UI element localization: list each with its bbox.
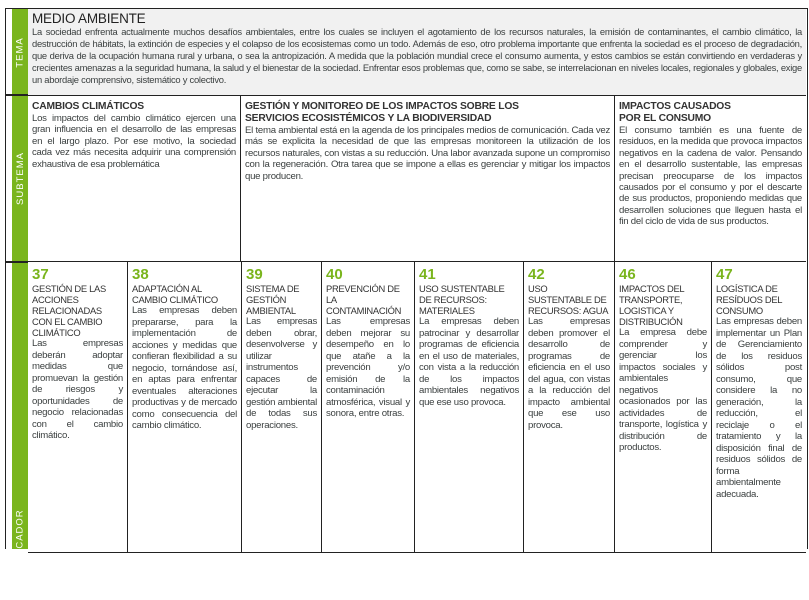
indicador-number: 41 — [419, 266, 436, 283]
indicador-text: Las empresas deben implementar un Plan de Gerenciamiento de los residuos sólidos post consumo, que considere la no generación, la reducción, el reciclaje o el tratamiento y la disposición final de residuos sólidos de forma ambientalmente adecuada. — [716, 316, 802, 500]
indicador-title: IMPACTOS DEL TRANSPORTE, LOGISTICA Y DISTRIBUCIÓN — [619, 283, 684, 327]
tema-row — [28, 9, 806, 96]
indicador-cell — [242, 262, 322, 552]
indicador-cell — [28, 262, 128, 552]
subtema-text: Los impactos del cambio climático ejercen una gran influencia en el desarrollo de las empresas en el largo plazo. Por ese motivo, la sociedad cada vez más necesita adquirir una comprensión exhaustiva de esa problemática — [32, 113, 236, 170]
indicador-number: 46 — [619, 266, 636, 283]
subtema-text: El tema ambiental está en la agenda de los principales medios de comunicación. Cada vez más se explicita la necesidad de que las empresas monitoreen la utilización de los recursos naturales, con vistas a su reducción. Una labor avanzada supone un compromiso con la regeneración. Otra tarea que se impone a ellas es gerenciar y mitigar los impactos que producen. — [245, 125, 610, 182]
indicador-text: Las empresas deben promover el desarrollo de programas de eficiencia en el uso del agua, con vistas a la reducción del impacto ambiental que ese uso provoca. — [528, 316, 610, 431]
indicador-title: PREVENCIÓN DE LA CONTAMINACIÓN — [326, 283, 402, 316]
indicador-text: La empresa debe comprender y gerenciar los impactos sociales y ambientales negativos ocasionados por las actividades de transporte, logística y distribución de productos. — [619, 327, 707, 453]
indicador-text: Las empresas deben obrar, desenvolverse y utilizar instrumentos capaces de ejecutar la gestión ambiental de todas sus operaciones. — [246, 316, 317, 431]
label-tema — [12, 9, 28, 95]
subtema-cell — [28, 95, 241, 261]
indicador-number: 47 — [716, 266, 733, 283]
indicador-title: LOGÍSTICA DE RESÍDUOS DEL CONSUMO — [716, 283, 782, 316]
subtema-row — [28, 95, 806, 262]
label-indicador-text: INDICADOR — [14, 508, 26, 572]
indicador-title: GESTIÓN DE LAS ACCIONES RELACIONADAS CON EL CAMBIO CLIMÁTICO — [32, 283, 106, 338]
label-indicador — [12, 480, 28, 600]
indicador-cell — [712, 262, 806, 552]
tema-cell — [28, 9, 806, 95]
indicador-number: 40 — [326, 266, 343, 283]
indicador-number: 42 — [528, 266, 545, 283]
indicador-number: 38 — [132, 266, 149, 283]
subtema-title: CAMBIOS CLIMÁTICOS — [32, 101, 144, 112]
indicador-text: Las empresas deben mejorar su desempeño en lo que atañe a la prevención y/o emisión de la contaminación atmosférica, visual y sonora, entre otras. — [326, 316, 410, 419]
indicador-cell — [415, 262, 524, 552]
indicador-text: Las empresas deberán adoptar medidas que promuevan la gestión de riesgos y oportunidades de negocio relacionadas con el cambio climático. — [32, 338, 123, 441]
tema-text: La sociedad enfrenta actualmente muchos desafíos ambientales, entre los cuales se incluyen el agotamiento de los recursos naturales, la emisión de contaminantes, el cambio climático, la destrucción de hábitats, la extinción de especies y el colapso de los ecosistemas como un todo. Además de eso, otro problema importante que enfrenta la sociedad es el proceso de degradación, que deriva de la ocupación humana rural y urbana, o sea la antropización. A medida que la población mundial crece el consumo aumenta, y estos cambios se están convirtiendo en verdaderas y crecientes amenazas a la seguridad humana, la salud y el bienestar de la sociedad. Enfrentar esos problemas que, como se sabe, se interrelacionan en niveles locales, regionales y globales, exige un abordaje comprensivo, sistemático y colectivo. — [32, 26, 802, 85]
label-subtema — [12, 95, 28, 261]
indicador-number: 39 — [246, 266, 263, 283]
subtema-title: GESTIÓN Y MONITOREO DE LOS IMPACTOS SOBRE LOS SERVICIOS ECOSISTÉMICOS Y LA BIODIVERSIDAD — [245, 101, 519, 124]
subtema-text: El consumo también es una fuente de residuos, en la medida que provoca impactos negativos en la cadena de valor. Pensando en el desarrollo sustentable, las empresas precisan preocuparse de los impactos causados por el consumo y por el descarte de sus productos, proponiendo medidas que desarrollen soluciones que lleguen hasta el fin del ciclo de vida de sus productos. — [619, 125, 802, 228]
divider — [5, 261, 28, 263]
indicador-number: 37 — [32, 266, 49, 283]
indicador-cell — [524, 262, 615, 552]
indicador-title: ADAPTACIÓN AL CAMBIO CLIMÁTICO — [132, 283, 218, 305]
indicador-title: USO SUSTENTABLE DE RECURSOS: MATERIALES — [419, 283, 505, 316]
subtema-title: IMPACTOS CAUSADOS POR EL CONSUMO — [619, 101, 731, 124]
label-tema-text: TEMA — [14, 36, 26, 68]
subtema-cell — [615, 95, 806, 261]
indicador-row — [28, 262, 806, 553]
indicador-title: USO SUSTENTABLE DE RECURSOS: AGUA — [528, 283, 609, 316]
indicador-text: Las empresas deben prepararse, para la implementación de acciones y medidas que confieran flexibilidad a su negocio, tornándose así, en aptas para enfrentar eventuales alteraciones productivas y de mercado como consecuencia del cambio climático. — [132, 305, 237, 431]
indicador-title: SISTEMA DE GESTIÓN AMBIENTAL — [246, 283, 300, 316]
indicador-cell — [615, 262, 712, 552]
indicador-cell — [128, 262, 242, 552]
indicador-text: La empresas deben patrocinar y desarrollar programas de eficiencia en el uso de materiales, con vista a la reducción de los impactos ambientales negativos que ese uso provoca. — [419, 316, 519, 408]
tema-title: MEDIO AMBIENTE — [32, 11, 146, 26]
label-subtema-text: SUBTEMA — [14, 151, 26, 205]
subtema-cell — [241, 95, 615, 261]
indicador-cell — [322, 262, 415, 552]
